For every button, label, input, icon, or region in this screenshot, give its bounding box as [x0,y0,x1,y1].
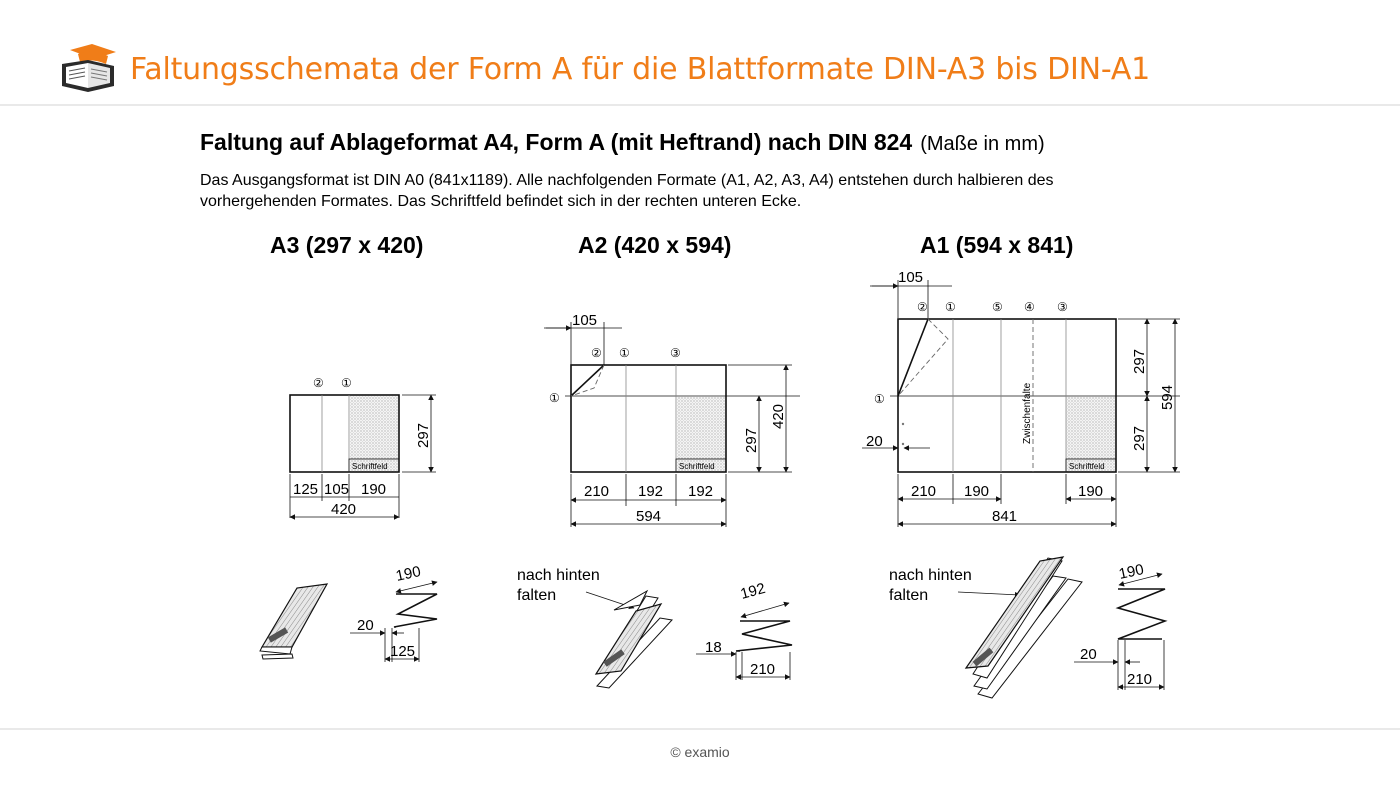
a3-side-bottom-dim: 125 [390,643,416,660]
a2-left-fold-marker: ① [549,391,560,405]
a3-width-2: 105 [324,481,350,498]
a1-intermediate-fold-label: Zwischenfalte [1022,382,1033,444]
a1-height-top: 297 [1131,348,1148,374]
a3-fold-1-marker: ① [341,376,352,390]
a2-back-fold-label-1: nach hinten [517,567,600,584]
folding-diagram [0,106,1400,728]
a2-height-total: 420 [770,403,787,429]
a1-back-fold-label-2: falten [889,587,929,604]
a1-margin-dim: 20 [866,433,883,450]
figure-description-line1: Das Ausgangsformat ist DIN A0 (841x1189). Alle nachfolgenden Formate (A1, A2, A3, A4) entstehen durch halbieren des [200,172,1054,189]
figure-description-line2: vorhergehenden Formates. Das Schriftfeld befindet sich in der rechten unteren Ecke. [200,193,802,210]
footer [0,728,1400,789]
a3-width-1: 125 [293,481,319,498]
copyright: © examio [670,744,730,760]
figure-heading: Faltung auf Ablageformat A4, Form A (mit Heftrand) nach DIN 824 (Maße in mm) [200,129,1045,155]
a3-diagram [260,232,437,662]
a2-side-top-dim: 192 [738,579,768,603]
a1-top-dim: 105 [898,269,924,286]
a1-side-margin-dim: 20 [1080,646,1097,663]
a2-fold-2-marker: ② [591,346,602,360]
a1-back-fold-label-1: nach hinten [889,567,972,584]
a2-height-part: 297 [743,427,760,453]
a1-height-total: 594 [1159,384,1176,410]
a2-fold-1-marker: ① [619,346,630,360]
a1-width-3: 190 [1078,483,1104,500]
a3-side-margin-dim: 20 [357,617,374,634]
header [0,0,1400,106]
a1-title-block: Schriftfeld [1069,462,1105,471]
a2-top-dim: 105 [572,312,598,329]
a1-height-bottom: 297 [1131,425,1148,451]
a3-height-dim: 297 [415,422,432,448]
a1-fold-1-marker: ① [945,300,956,314]
graduation-cap-book-icon [58,42,118,94]
a1-label: A1 (594 x 841) [920,232,1074,258]
a1-fold-5-marker: ⑤ [992,300,1003,314]
a2-width-1: 210 [584,483,610,500]
a1-total-width: 841 [992,508,1018,525]
a1-fold-2-marker: ② [917,300,928,314]
a1-width-2: 190 [964,483,990,500]
a2-label: A2 (420 x 594) [578,232,732,258]
a1-side-top-dim: 190 [1117,561,1146,583]
a1-diagram [862,232,1180,698]
a3-title-block: Schriftfeld [352,462,388,471]
a3-fold-2-marker: ② [313,376,324,390]
a2-side-bottom-dim: 210 [750,661,776,678]
a2-side-margin-dim: 18 [705,639,722,656]
a2-fold-3-marker: ③ [670,346,681,360]
a2-width-2: 192 [638,483,664,500]
a1-left-fold-marker: ① [874,392,885,406]
a1-width-1: 210 [911,483,937,500]
a3-label: A3 (297 x 420) [270,232,424,258]
a1-side-bottom-dim: 210 [1127,671,1153,688]
a2-diagram [517,232,800,688]
a3-total-width: 420 [331,501,357,518]
a3-side-top-dim: 190 [394,563,423,585]
a2-back-fold-label-2: falten [517,587,557,604]
page-title: Faltungsschemata der Form A für die Blattformate DIN-A3 bis DIN-A1 [130,52,1151,87]
a2-width-3: 192 [688,483,714,500]
a1-fold-3-marker: ③ [1057,300,1068,314]
a2-title-block: Schriftfeld [679,462,715,471]
a1-fold-4-marker: ④ [1024,300,1035,314]
a2-total-width: 594 [636,508,662,525]
a3-width-3: 190 [361,481,387,498]
